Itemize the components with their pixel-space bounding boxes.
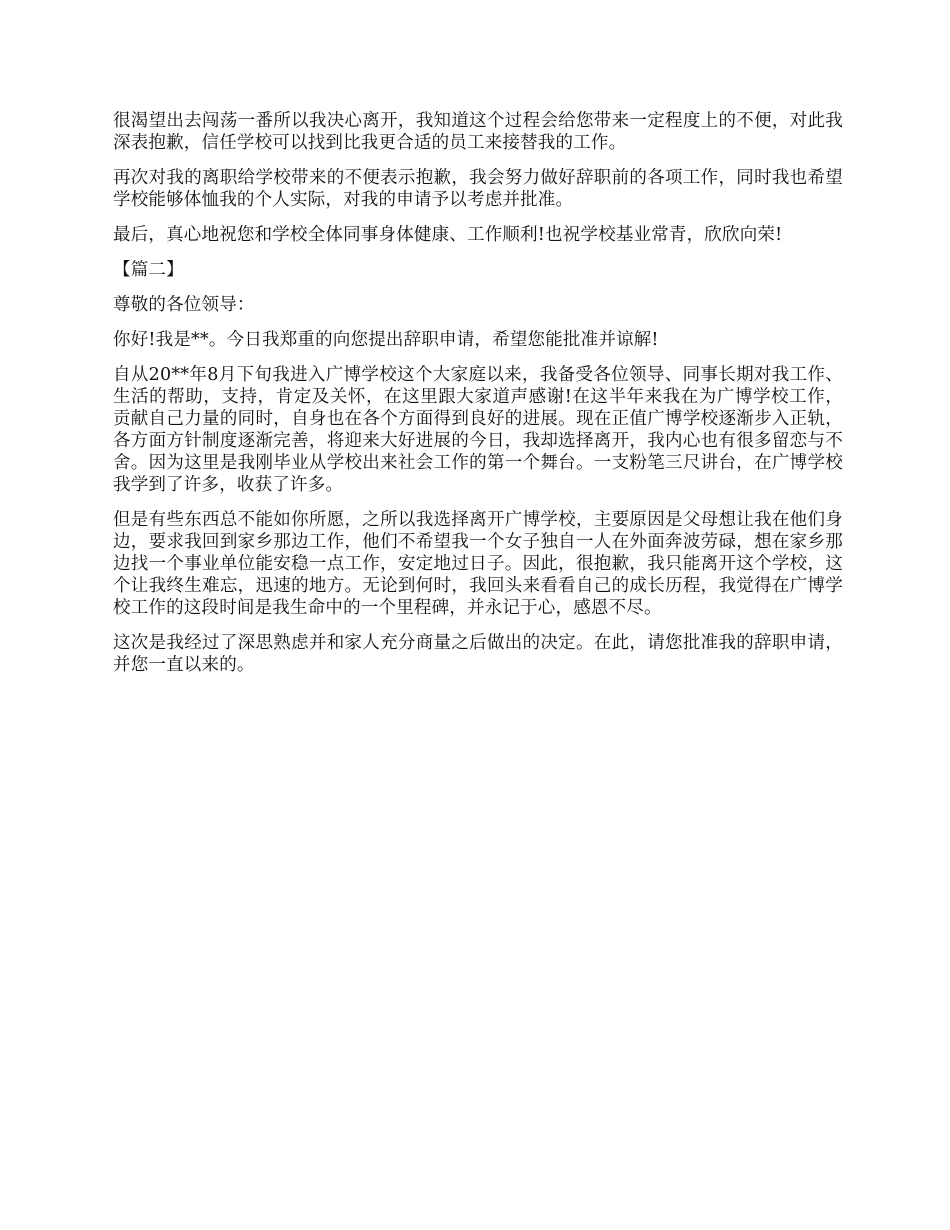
document-body [113,110,843,689]
salutation: 尊敬的各位领导： [113,295,255,315]
paragraph-3: 最后，真心地祝您和学校全体同事身体健康、工作顺利!也祝学校基业常青，欣欣向荣! [113,225,783,245]
paragraph-9: 这次是我经过了深思熟虑并和家人充分商量之后做出的决定。在此，请您批准我的辞职申请，并您一直以来的。 [113,633,843,675]
section-heading: 【篇二】 [113,260,184,280]
paragraph-7: 自从20**年8月下旬我进入广博学校这个大家庭以来，我备受各位领导、同事长期对我工作、生活的帮助，支持，肯定及关怀，在这里跟大家道声感谢!在这半年来我在为广博学校工作，贡献自己力量的同时，自身也在各个方面得到良好的进展。现在正值广博学校逐渐步入正轨，各方面方针制度逐渐完善，将迎来大好进展的今日，我却选择离开，我内心也有很多留恋与不舍。因为这里是我刚毕业从学校出来社会工作的第一个舞台。一支粉笔三尺讲台，在广博学校我学到了许多，收获了许多。 [113,365,843,495]
paragraph-2: 再次对我的离职给学校带来的不便表示抱歉，我会努力做好辞职前的各项工作，同时我也希望学校能够体恤我的个人实际，对我的申请予以考虑并批准。 [113,168,843,210]
paragraph-8: 但是有些东西总不能如你所愿，之所以我选择离开广博学校，主要原因是父母想让我在他们身边，要求我回到家乡那边工作，他们不希望我一个女子独自一人在外面奔波劳碌，想在家乡那边找一个事业单位能安稳一点工作，安定地过日子。因此，很抱歉，我只能离开这个学校，这个让我终生难忘，迅速的地方。无论到何时，我回头来看看自己的成长历程，我觉得在广博学校工作的这段时间是我生命中的一个里程碑，并永记于心，感恩不尽。 [113,510,843,618]
paragraph-greeting: 你好!我是**。今日我郑重的向您提出辞职申请，希望您能批准并谅解! [113,330,659,350]
paragraph-1: 很渴望出去闯荡一番所以我决心离开，我知道这个过程会给您带来一定程度上的不便，对此我深表抱歉，信任学校可以找到比我更合适的员工来接替我的工作。 [113,111,843,153]
